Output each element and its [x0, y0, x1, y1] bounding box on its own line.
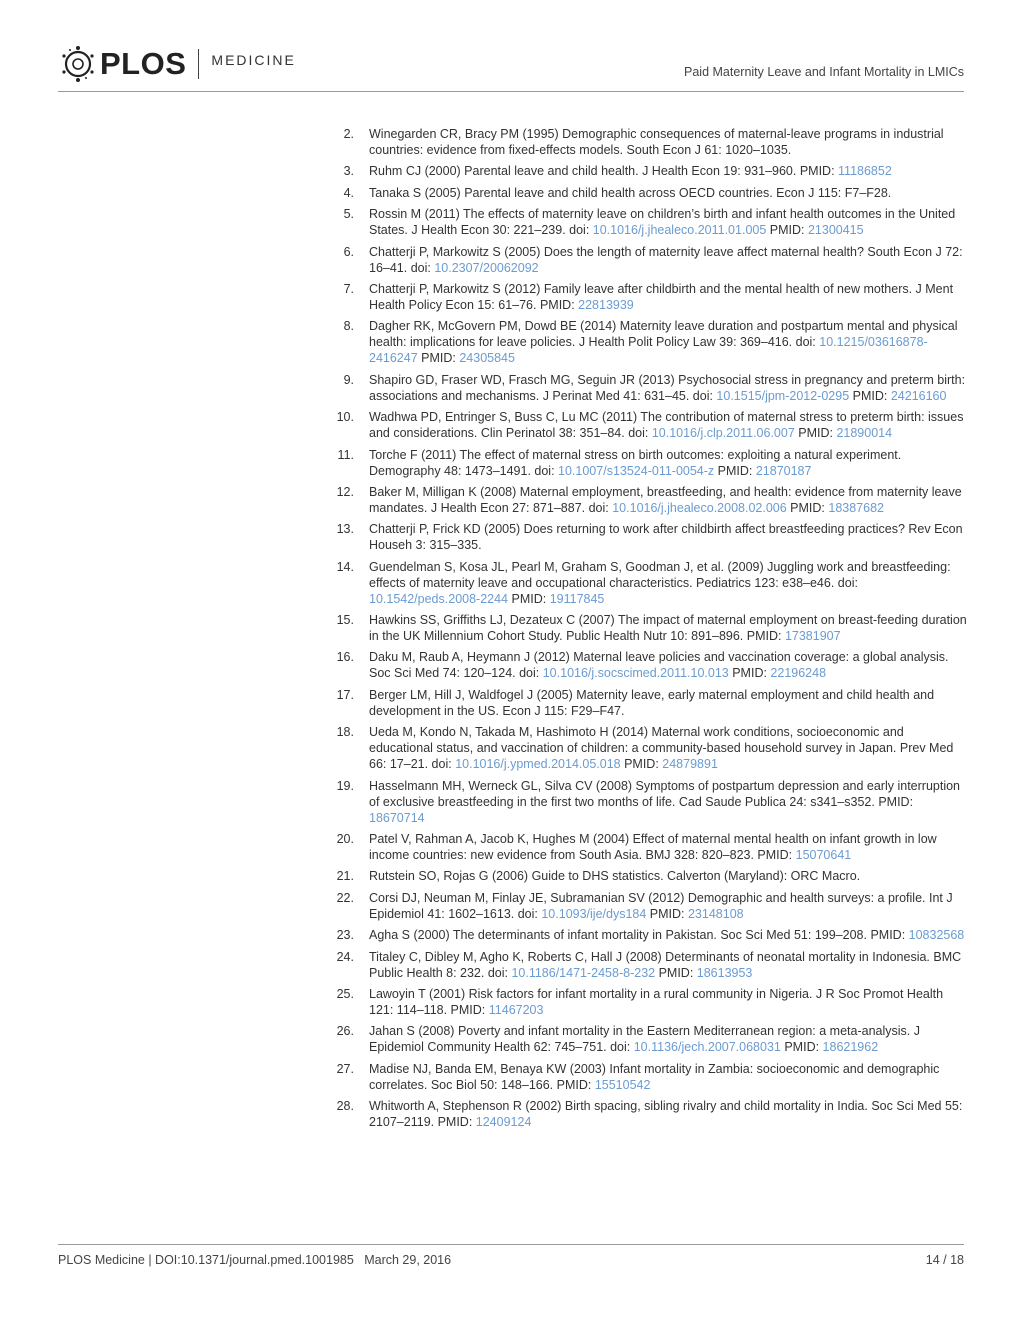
- journal-logo[interactable]: [58, 44, 296, 84]
- doi-link[interactable]: 10.2307/20062092: [434, 260, 539, 275]
- pmid-link[interactable]: 22813939: [578, 297, 634, 312]
- reference-text: Ueda M, Kondo N, Takada M, Hashimoto H (2014) Maternal work conditions, socioeconomic and educational status, and vaccination of children: a community-based household survey in Japan. Prev Med 66: 17–21. doi:: [369, 725, 954, 772]
- logo-journal-name: MEDICINE: [211, 52, 296, 68]
- reference-item: [332, 281, 968, 313]
- reference-number: 23.: [336, 928, 354, 943]
- pmid-link[interactable]: 18670714: [369, 810, 425, 825]
- doi-link[interactable]: 10.1542/peds.2008-2244: [369, 591, 509, 606]
- logo-divider: [198, 49, 199, 79]
- doi-link[interactable]: 10.1016/j.jhealeco.2008.02.006: [612, 500, 787, 515]
- reference-item: 14. Guendelman S, Kosa JL, Pearl M, Graham S, Goodman J, et al. (2009) Juggling work and breastfeeding: effects of maternity leave and occupational characteristics. Pediatrics 123: e38–e46. doi: 10.1542/peds.2008-2244 PMID: 19117845: [332, 559, 968, 607]
- reference-text: Whitworth A, Stephenson R (2002) Birth spacing, sibling rivalry and child mortality in India. Soc Sci Med 55: 2107–2119. PMID:: [369, 1099, 963, 1130]
- reference-number: 4.: [343, 185, 354, 200]
- reference-text: Lawoyin T (2001) Risk factors for infant mortality in a rural community in Nigeria. J R Soc Promot Health 121: 114–118. PMID:: [369, 986, 944, 1017]
- pmid-link[interactable]: 12409124: [475, 1115, 532, 1130]
- reference-text: Chatterji P, Markowitz S (2005) Does the length of maternity leave affect maternal health? South Econ J 72: 16–41. doi:: [369, 244, 963, 275]
- pmid-link[interactable]: 11467203: [488, 1002, 544, 1017]
- reference-number: 15.: [336, 613, 354, 628]
- reference-number: 21.: [336, 869, 354, 884]
- page-header: [58, 44, 964, 92]
- doi-link[interactable]: 10.1016/j.ypmed.2014.05.018: [455, 757, 621, 772]
- reference-item: 10. Wadhwa PD, Entringer S, Buss C, Lu MC (2011) The contribution of maternal stress to preterm birth: issues and considerations. Clin Perinatol 38: 351–84. doi: 10.1016/j.clp.2011.06.007 PMID: 21890014: [332, 409, 968, 441]
- footer-rule: [58, 1244, 964, 1245]
- reference-text: Chatterji P, Frick KD (2005) Does returning to work after childbirth affect breastfeeding practices? Rev Econ Househ 3: 315–335.: [369, 522, 963, 553]
- header-rule: [58, 91, 964, 92]
- reference-number: 12.: [336, 484, 354, 499]
- pmid-link[interactable]: 22196248: [770, 666, 827, 681]
- reference-number: 20.: [336, 832, 354, 847]
- reference-text: Daku M, Raub A, Heymann J (2012) Maternal leave policies and vaccination coverage: a global analysis. Soc Sci Med 74: 120–124. doi:: [369, 650, 949, 681]
- pmid-link[interactable]: 24216160: [890, 388, 947, 403]
- reference-number: 28.: [336, 1099, 354, 1114]
- reference-text: Patel V, Rahman A, Jacob K, Hughes M (2004) Effect of maternal mental health on infant growth in low income countries: new evidence from South Asia. BMJ 328: 820–823. PMID:: [369, 832, 937, 863]
- running-title: Paid Maternity Leave and Infant Mortality in LMICs: [684, 65, 964, 79]
- reference-number: 18.: [336, 725, 354, 740]
- reference-item: [332, 1098, 968, 1130]
- reference-number: 16.: [336, 650, 354, 665]
- reference-item: 16. Daku M, Raub A, Heymann J (2012) Maternal leave policies and vaccination coverage: a global analysis. Soc Sci Med 74: 120–124. doi: 10.1016/j.socscimed.2011.10.013 PMID: 22196248: [332, 649, 968, 681]
- reference-item: [332, 687, 968, 719]
- plos-logo-icon: [58, 44, 98, 84]
- reference-number: 24.: [336, 949, 354, 964]
- reference-text: Torche F (2011) The effect of maternal stress on birth outcomes: exploiting a natural experiment. Demography 48: 1473–1491. doi:: [369, 447, 902, 478]
- reference-text: Dagher RK, McGovern PM, Dowd BE (2014) Maternity leave duration and postpartum mental and physical health: implications for leave policies. J Health Polit Policy Law 39: 369–416. doi:: [369, 319, 958, 350]
- reference-number: 6.: [343, 244, 354, 259]
- reference-number: 7.: [343, 281, 354, 296]
- reference-item: [332, 185, 968, 201]
- doi-link[interactable]: 10.1093/ije/dys184: [541, 906, 647, 921]
- footer-citation: PLOS Medicine | DOI:10.1371/journal.pmed.1001985 March 29, 2016: [58, 1253, 452, 1267]
- reference-item: [332, 1061, 968, 1093]
- reference-number: 13.: [336, 522, 354, 537]
- reference-text: Madise NJ, Banda EM, Benaya KW (2003) Infant mortality in Zambia: socioeconomic and demographic correlates. Soc Biol 50: 148–166. PMID:: [369, 1061, 940, 1092]
- reference-item: [332, 126, 968, 158]
- doi-link[interactable]: 10.1016/j.jhealeco.2011.01.005: [592, 223, 767, 238]
- reference-number: 22.: [336, 890, 354, 905]
- pmid-link[interactable]: 24879891: [662, 757, 718, 772]
- reference-text: Berger LM, Hill J, Waldfogel J (2005) Maternity leave, early maternal employment and child health and development in the US. Econ J 115: F29–F47.: [369, 687, 935, 718]
- reference-text: Guendelman S, Kosa JL, Pearl M, Graham S, Goodman J, et al. (2009) Juggling work and breastfeeding: effects of maternity leave and occupational characteristics. Pediatrics 123: e38–e46. doi:: [369, 559, 951, 590]
- reference-number: 25.: [336, 986, 354, 1001]
- reference-item: 18. Ueda M, Kondo N, Takada M, Hashimoto H (2014) Maternal work conditions, socioeconomic and educational status, and vaccination of children: a community-based household survey in Japan. Prev Med 66: 17–21. doi: 10.1016/j.ypmed.2014.05.018 PMID: 24879891: [332, 724, 968, 772]
- reference-number: 26.: [336, 1024, 354, 1039]
- pmid-link[interactable]: 24305845: [459, 351, 515, 366]
- reference-item: [332, 163, 968, 179]
- reference-text: Tanaka S (2005) Parental leave and child health across OECD countries. Econ J 115: F7–F28.: [369, 185, 892, 200]
- reference-text: Hasselmann MH, Werneck GL, Silva CV (2008) Symptoms of postpartum depression and early interruption of exclusive breastfeeding in the first two months of life. Cad Saude Publica 24: s341–s352. PMID:: [369, 778, 960, 809]
- logo-publisher-text: PLOS: [100, 46, 187, 81]
- reference-item: [332, 612, 968, 644]
- doi-link[interactable]: 10.1016/j.clp.2011.06.007: [651, 426, 795, 441]
- reference-number: 2.: [343, 127, 354, 141]
- reference-text: Chatterji P, Markowitz S (2012) Family leave after childbirth and the mental health of new mothers. J Ment Health Policy Econ 15: 61–76. PMID:: [369, 281, 954, 312]
- pmid-link[interactable]: 18613953: [696, 965, 753, 980]
- pmid-link[interactable]: 21890014: [836, 426, 893, 441]
- pmid-link[interactable]: 17381907: [784, 629, 841, 644]
- pmid-link[interactable]: 15510542: [594, 1077, 651, 1092]
- reference-item: 22. Corsi DJ, Neuman M, Finlay JE, Subramanian SV (2012) Demographic and health surveys: a profile. Int J Epidemiol 41: 1602–1613. doi: 10.1093/ije/dys184 PMID: 23148108: [332, 890, 968, 922]
- pmid-link[interactable]: 15070641: [795, 848, 852, 863]
- pmid-link[interactable]: 19117845: [549, 591, 605, 606]
- reference-item: [332, 986, 968, 1018]
- reference-item: [332, 927, 968, 943]
- reference-number: 8.: [343, 319, 354, 334]
- reference-text: Rutstein SO, Rojas G (2006) Guide to DHS statistics. Calverton (Maryland): ORC Macro.: [369, 869, 861, 884]
- reference-item: [332, 521, 968, 553]
- doi-link[interactable]: 10.1215/03616878-2416247: [369, 335, 928, 366]
- reference-list: [332, 126, 968, 1136]
- doi-link[interactable]: 10.1136/jech.2007.068031: [633, 1040, 781, 1055]
- reference-number: 5.: [343, 207, 354, 222]
- doi-link[interactable]: 10.1016/j.socscimed.2011.10.013: [542, 666, 729, 681]
- reference-number: 11.: [337, 447, 354, 462]
- reference-text: Agha S (2000) The determinants of infant mortality in Pakistan. Soc Sci Med 51: 199–208. PMID:: [369, 928, 909, 943]
- pmid-link[interactable]: 18621962: [822, 1040, 879, 1055]
- reference-number: 3.: [343, 164, 354, 179]
- reference-text: Winegarden CR, Bracy PM (1995) Demographic consequences of maternal-leave programs in industrial countries: evidence from fixed-effects models. South Econ J 61: 1020–1035.: [369, 127, 944, 157]
- reference-text: Wadhwa PD, Entringer S, Buss C, Lu MC (2011) The contribution of maternal stress to preterm birth: issues and considerations. Clin Perinatol 38: 351–84. doi:: [369, 410, 964, 441]
- pmid-link[interactable]: 21870187: [755, 463, 812, 478]
- pmid-link[interactable]: 10832568: [908, 928, 965, 943]
- reference-item: 24. Titaley C, Dibley M, Agho K, Roberts C, Hall J (2008) Determinants of neonatal mortality in Indonesia. BMC Public Health 8: 232. doi: 10.1186/1471-2458-8-232 PMID: 18613953: [332, 949, 968, 981]
- doi-link[interactable]: 10.1186/1471-2458-8-232: [511, 965, 656, 980]
- doi-link[interactable]: 10.1007/s13524-011-0054-z: [558, 463, 715, 478]
- pmid-link[interactable]: 23148108: [687, 906, 744, 921]
- reference-text: Baker M, Milligan K (2008) Maternal employment, breastfeeding, and health: evidence from maternity leave mandates. J Health Econ 27: 871–887. doi:: [369, 484, 962, 515]
- reference-item: [332, 778, 968, 826]
- reference-item: 8. Dagher RK, McGovern PM, Dowd BE (2014) Maternity leave duration and postpartum mental and physical health: implications for leave policies. J Health Polit Policy Law 39: 369–416. doi: 10.1215/03616878-2416247 PMID: 24305845: [332, 318, 968, 366]
- reference-number: 14.: [336, 559, 354, 574]
- reference-item: 26. Jahan S (2008) Poverty and infant mortality in the Eastern Mediterranean region: a meta-analysis. J Epidemiol Community Health 62: 745–751. doi: 10.1136/jech.2007.068031 PMID: 18621962: [332, 1023, 968, 1055]
- reference-number: 19.: [336, 778, 354, 793]
- doi-link[interactable]: 10.1515/jpm-2012-0295: [716, 388, 850, 403]
- reference-text: Corsi DJ, Neuman M, Finlay JE, Subramanian SV (2012) Demographic and health surveys: a profile. Int J Epidemiol 41: 1602–1613. doi:: [369, 890, 953, 921]
- reference-text: Titaley C, Dibley M, Agho K, Roberts C, Hall J (2008) Determinants of neonatal mortality in Indonesia. BMC Public Health 8: 232. doi:: [369, 949, 962, 980]
- reference-text: Ruhm CJ (2000) Parental leave and child health. J Health Econ 19: 931–960. PMID:: [369, 164, 839, 179]
- reference-text: Hawkins SS, Griffiths LJ, Dezateux C (2007) The impact of maternal employment on breast-feeding duration in the UK Millennium Cohort Study. Public Health Nutr 10: 891–896. PMID:: [369, 613, 967, 644]
- reference-number: 9.: [343, 372, 354, 387]
- reference-item: 9. Shapiro GD, Fraser WD, Frasch MG, Seguin JR (2013) Psychosocial stress in pregnancy and preterm birth: associations and mechanisms. J Perinat Med 41: 631–45. doi: 10.1515/jpm-2012-0295 PMID: 24216160: [332, 372, 968, 404]
- reference-text: Rossin M (2011) The effects of maternity leave on children’s birth and infant health outcomes in the United States. J Health Econ 30: 221–239. doi:: [369, 207, 956, 238]
- reference-item: 11. Torche F (2011) The effect of maternal stress on birth outcomes: exploiting a natural experiment. Demography 48: 1473–1491. doi: 10.1007/s13524-011-0054-z PMID: 21870187: [332, 447, 968, 479]
- reference-item: [332, 831, 968, 863]
- reference-text: Jahan S (2008) Poverty and infant mortality in the Eastern Mediterranean region: a meta-analysis. J Epidemiol Community Health 62: 745–751. doi:: [369, 1024, 920, 1055]
- reference-item: [332, 244, 968, 276]
- pmid-link[interactable]: 18387682: [828, 500, 884, 515]
- reference-number: 27.: [336, 1061, 354, 1076]
- reference-item: [332, 868, 968, 884]
- pmid-link[interactable]: 21300415: [807, 223, 864, 238]
- reference-number: 10.: [336, 410, 354, 425]
- reference-number: 17.: [336, 687, 354, 702]
- page-number: 14 / 18: [925, 1253, 964, 1267]
- pmid-link[interactable]: 11186852: [838, 164, 892, 179]
- reference-item: 12. Baker M, Milligan K (2008) Maternal employment, breastfeeding, and health: evidence from maternity leave mandates. J Health Econ 27: 871–887. doi: 10.1016/j.jhealeco.2008.02.006 PMID: 18387682: [332, 484, 968, 516]
- reference-text: Shapiro GD, Fraser WD, Frasch MG, Seguin JR (2013) Psychosocial stress in pregnancy and preterm birth: associations and mechanisms. J Perinat Med 41: 631–45. doi:: [369, 372, 966, 403]
- reference-item: 5. Rossin M (2011) The effects of maternity leave on children’s birth and infant health outcomes in the United States. J Health Econ 30: 221–239. doi: 10.1016/j.jhealeco.2011.01.005 PMID: 21300415: [332, 206, 968, 238]
